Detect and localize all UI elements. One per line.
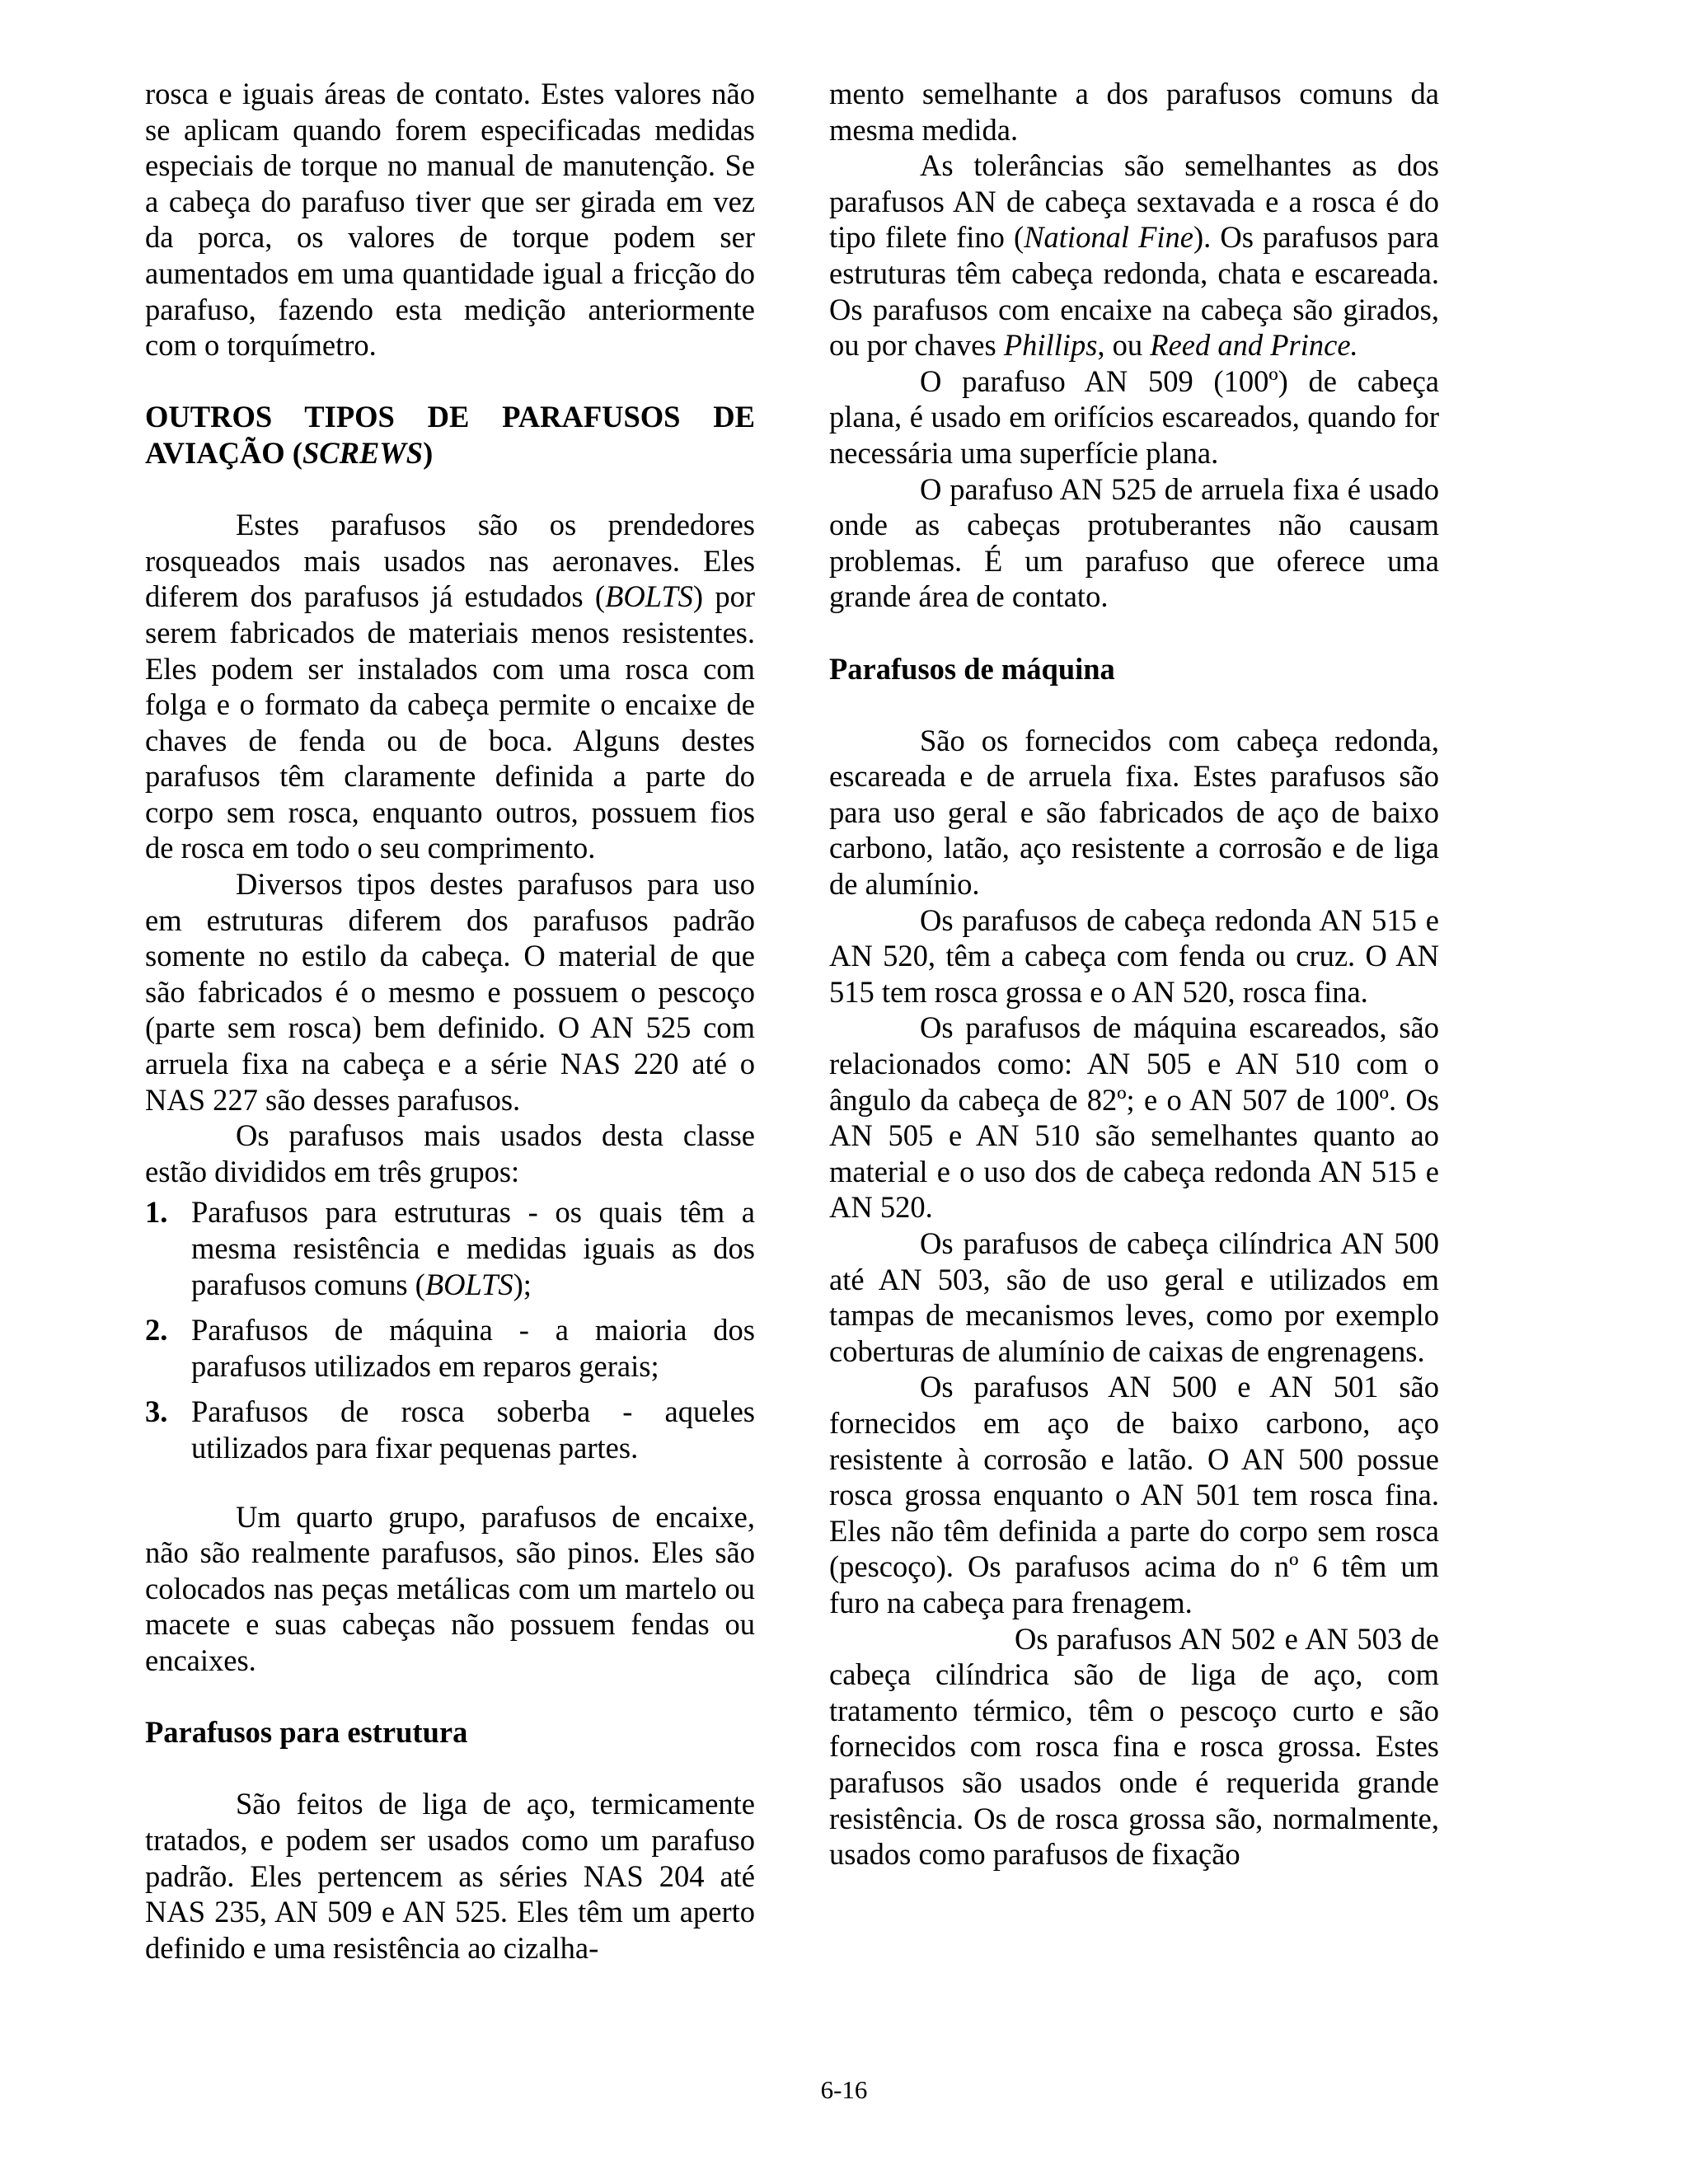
paragraph: rosca e iguais áreas de contato. Estes valores não se aplicam quando forem especificadas medidas especiais de torque no manual de manutenção. Se a cabeça do parafuso tiver que ser girada em vez da porca, os valores de torque podem ser aumentados em uma quantidade igual a fricção do parafuso, fazendo esta medição anteriormente com o torquímetro. xyxy=(145,77,755,363)
right-column xyxy=(829,76,1439,1872)
paragraph: Os parafusos de cabeça redonda AN 515 e AN 520, têm a cabeça com fenda ou cruz. O AN 515 tem rosca grossa e o AN 520, rosca fina. xyxy=(829,902,1439,1009)
section-heading: Parafusos de máquina xyxy=(829,651,1115,686)
paragraph: O parafuso AN 509 (100º) de cabeça plana, é usado em orifícios escareados, quando for necessária uma superfície plana. xyxy=(829,363,1439,470)
paragraph: Os parafusos AN 502 e AN 503 de cabeça cilíndrica são de liga de aço, com tratamento térmico, têm o pescoço curto e são fornecidos com rosca fina e rosca grossa. Estes parafusos são usados onde é requerida grande resistência. Os de rosca grossa são, normalmente, usados como parafusos de fixação xyxy=(829,1621,1439,1872)
section-heading: Parafusos para estrutura xyxy=(145,1715,468,1750)
paragraph: Os parafusos AN 500 e AN 501 são fornecidos em aço de baixo carbono, aço resistente à corrosão e latão. O AN 500 possue rosca grossa enquanto o AN 501 tem rosca fina. Eles não têm definida a parte do corpo sem rosca (pescoço). Os parafusos acima do nº 6 têm um furo na cabeça para frenagem. xyxy=(829,1370,1439,1619)
paragraph: Os parafusos de cabeça cilíndrica AN 500 até AN 503, são de uso geral e utilizados em tampas de mecanismos leves, como por exemplo coberturas de alumínio de caixas de engrenagens. xyxy=(829,1226,1439,1368)
paragraph: O parafuso AN 525 de arruela fixa é usado onde as cabeças protuberantes não causam problemas. É um parafuso que oferece uma grande área de contato. xyxy=(829,471,1439,614)
list-item: 2. Parafusos de máquina - a maioria dos parafusos utilizados em reparos gerais; xyxy=(145,1313,755,1383)
list-item: 3. Parafusos de rosca soberba - aqueles utilizados para fixar pequenas partes. xyxy=(145,1394,755,1465)
paragraph: São feitos de liga de aço, termicamente tratados, e podem ser usados como um parafuso padrão. Eles pertencem as séries NAS 204 até NAS 235, AN 509 e AN 525. Eles têm um aperto definido e uma resistência ao cizalha- xyxy=(145,1787,755,1965)
section-heading: OUTROS TIPOS DE PARAFUSOS DE AVIAÇÃO (SCREWS) xyxy=(145,400,755,470)
paragraph: Um quarto grupo, parafusos de encaixe, não são realmente parafusos, são pinos. Eles são colocados nas peças metálicas com um martelo ou macete e suas cabeças não possuem fendas ou encaixes. xyxy=(145,1499,755,1677)
paragraph: mento semelhante a dos parafusos comuns da mesma medida. xyxy=(829,77,1439,147)
list-item: 1. Parafusos para estruturas - os quais têm a mesma resistência e medidas iguais as dos parafusos comuns (BOLTS); xyxy=(145,1195,755,1301)
paragraph: Estes parafusos são os prendedores rosqueados mais usados nas aeronaves. Eles diferem dos parafusos já estudados (BOLTS) por serem fabricados de materiais menos resistentes. Eles podem ser instalados com uma rosca com folga e o formato da cabeça permite o encaixe de chaves de fenda ou de boca. Alguns destes parafusos têm claramente definida a parte do corpo sem rosca, enquanto outros, possuem fios de rosca em todo o seu comprimento. xyxy=(145,508,755,865)
left-column xyxy=(145,76,755,1966)
page-number: 6-16 xyxy=(820,2075,868,2104)
numbered-list xyxy=(145,1194,755,1465)
paragraph: As tolerâncias são semelhantes as dos parafusos AN de cabeça sextavada e a rosca é do tipo filete fino (National Fine). Os parafusos para estruturas têm cabeça redonda, chata e escareada. Os parafusos com encaixe na cabeça são girados, ou por chaves Phillips, ou Reed and Prince. xyxy=(829,148,1439,363)
paragraph: São os fornecidos com cabeça redonda, escareada e de arruela fixa. Estes parafusos são para uso geral e são fabricados de aço de baixo carbono, latão, aço resistente a corrosão e de liga de alumínio. xyxy=(829,723,1439,902)
paragraph: Os parafusos mais usados desta classe estão divididos em três grupos: xyxy=(145,1118,755,1188)
paragraph: Os parafusos de máquina escareados, são relacionados como: AN 505 e AN 510 com o ângulo da cabeça de 82º; e o AN 507 de 100º. Os AN 505 e AN 510 são semelhantes quanto ao material e o uso dos de cabeça redonda AN 515 e AN 520. xyxy=(829,1010,1439,1225)
paragraph: Diversos tipos destes parafusos para uso em estruturas diferem dos parafusos padrão somente no estilo da cabeça. O material de que são fabricados é o mesmo e possuem o pescoço (parte sem rosca) bem definido. O AN 525 com arruela fixa na cabeça e a série NAS 220 até o NAS 227 são desses parafusos. xyxy=(145,867,755,1117)
